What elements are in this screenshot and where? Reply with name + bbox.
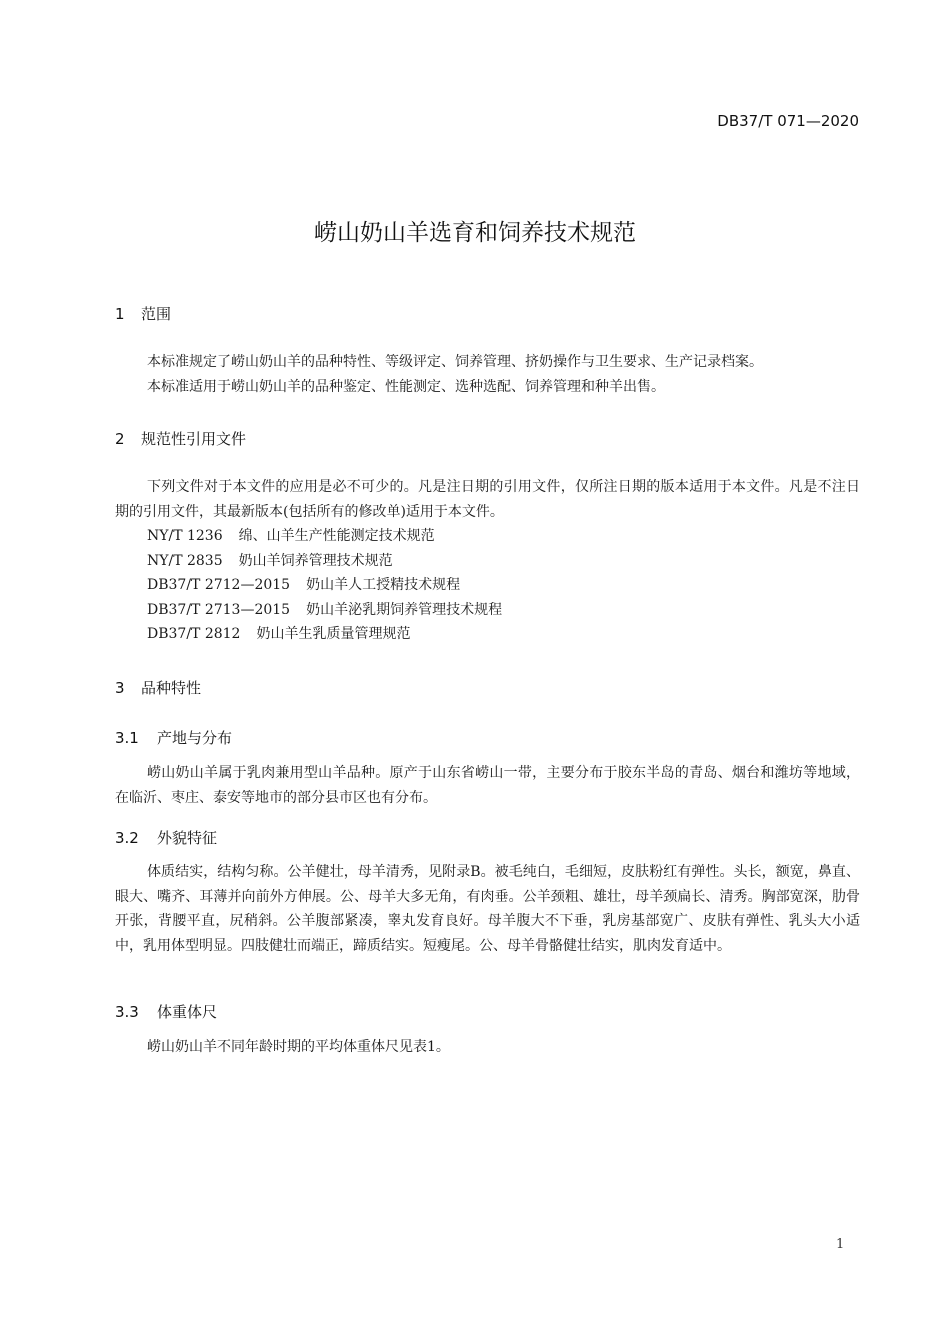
- section-2-heading: [115, 428, 246, 449]
- subsection-title: 外貌特征: [157, 829, 218, 847]
- subsection-title: 体重体尺: [157, 1003, 218, 1021]
- paragraph: 崂山奶山羊不同年龄时期的平均体重体尺见表1。: [147, 1039, 450, 1055]
- reference-title: 奶山羊生乳质量管理规范: [256, 626, 411, 642]
- reference-item: [115, 598, 860, 623]
- document-title: 崂山奶山羊选育和饲养技术规范: [314, 220, 636, 246]
- subsection-number: 3.2: [115, 829, 139, 847]
- subsection-number: 3.1: [115, 729, 139, 747]
- reference-title: 绵、山羊生产性能测定技术规范: [238, 528, 435, 544]
- section-title: 品种特性: [141, 679, 202, 697]
- subsection-title: 产地与分布: [157, 729, 233, 747]
- section-1-heading: [115, 303, 171, 324]
- reference-item: [115, 573, 860, 598]
- paragraph: 本标准适用于崂山奶山羊的品种鉴定、性能测定、选种选配、饲养管理和种羊出售。: [147, 378, 665, 395]
- reference-item: [115, 622, 860, 647]
- reference-title: 奶山羊泌乳期饲养管理技术规程: [306, 601, 503, 618]
- section-2-body: [115, 475, 860, 647]
- reference-code: DB37/T 2713—2015: [147, 601, 291, 618]
- section-1-body: [115, 350, 860, 399]
- paragraph: 体质结实，结构匀称。公羊健壮，母羊清秀，见附录B。被毛纯白，毛细短，皮肤粉红有弹性。头长，额宽，鼻直、眼大、嘴齐、耳薄并向前外方伸展。公、母羊大多无角，有肉垂。公羊颈粗、雄壮，母羊颈扁长、清秀。胸部宽深，肋骨开张，背腰平直，尻稍斜。公羊腹部紧凑，睾丸发育良好。母羊腹大不下垂，乳房基部宽广、皮肤有弹性、乳头大小适中，乳用体型明显。四肢健壮而端正，蹄质结实。短瘦尾。公、母羊骨骼健壮结实，肌肉发育适中。: [115, 864, 860, 954]
- subsection-number: 3.3: [115, 1003, 139, 1021]
- reference-title: 奶山羊饲养管理技术规范: [238, 552, 393, 569]
- reference-item: [115, 549, 860, 574]
- paragraph: 崂山奶山羊属于乳肉兼用型山羊品种。原产于山东省崂山一带，主要分布于胶东半岛的青岛、烟台和潍坊等地域，在临沂、枣庄、泰安等地市的部分县市区也有分布。: [115, 765, 860, 806]
- section-title: 范围: [141, 305, 172, 323]
- section-3-heading: [115, 677, 201, 698]
- paragraph: 下列文件对于本文件的应用是必不可少的。凡是注日期的引用文件，仅所注日期的版本适用于本文件。凡是不注日期的引用文件，其最新版本(包括所有的修改单)适用于本文件。: [115, 479, 860, 520]
- page-number: 1: [836, 1237, 845, 1252]
- section-3-3-body: [115, 1035, 860, 1060]
- reference-code: DB37/T 2712—2015: [147, 577, 291, 593]
- section-3-2-body: [115, 860, 860, 958]
- reference-code: NY/T 1236: [147, 528, 223, 544]
- document-code: DB37/T 071—2020: [717, 112, 859, 130]
- section-title: 规范性引用文件: [141, 430, 247, 448]
- section-number: 2: [115, 430, 125, 448]
- paragraph: 本标准规定了崂山奶山羊的品种特性、等级评定、饲养管理、挤奶操作与卫生要求、生产记录档案。: [147, 354, 763, 370]
- section-number: 1: [115, 305, 125, 323]
- section-3-3-heading: [115, 1001, 217, 1022]
- reference-item: [115, 524, 860, 549]
- section-3-1-heading: [115, 727, 232, 748]
- reference-code: DB37/T 2812: [147, 626, 241, 642]
- reference-code: NY/T 2835: [147, 552, 223, 569]
- section-number: 3: [115, 679, 125, 697]
- section-3-1-body: [115, 761, 860, 810]
- section-3-2-heading: [115, 827, 217, 848]
- reference-title: 奶山羊人工授精技术规程: [306, 577, 461, 593]
